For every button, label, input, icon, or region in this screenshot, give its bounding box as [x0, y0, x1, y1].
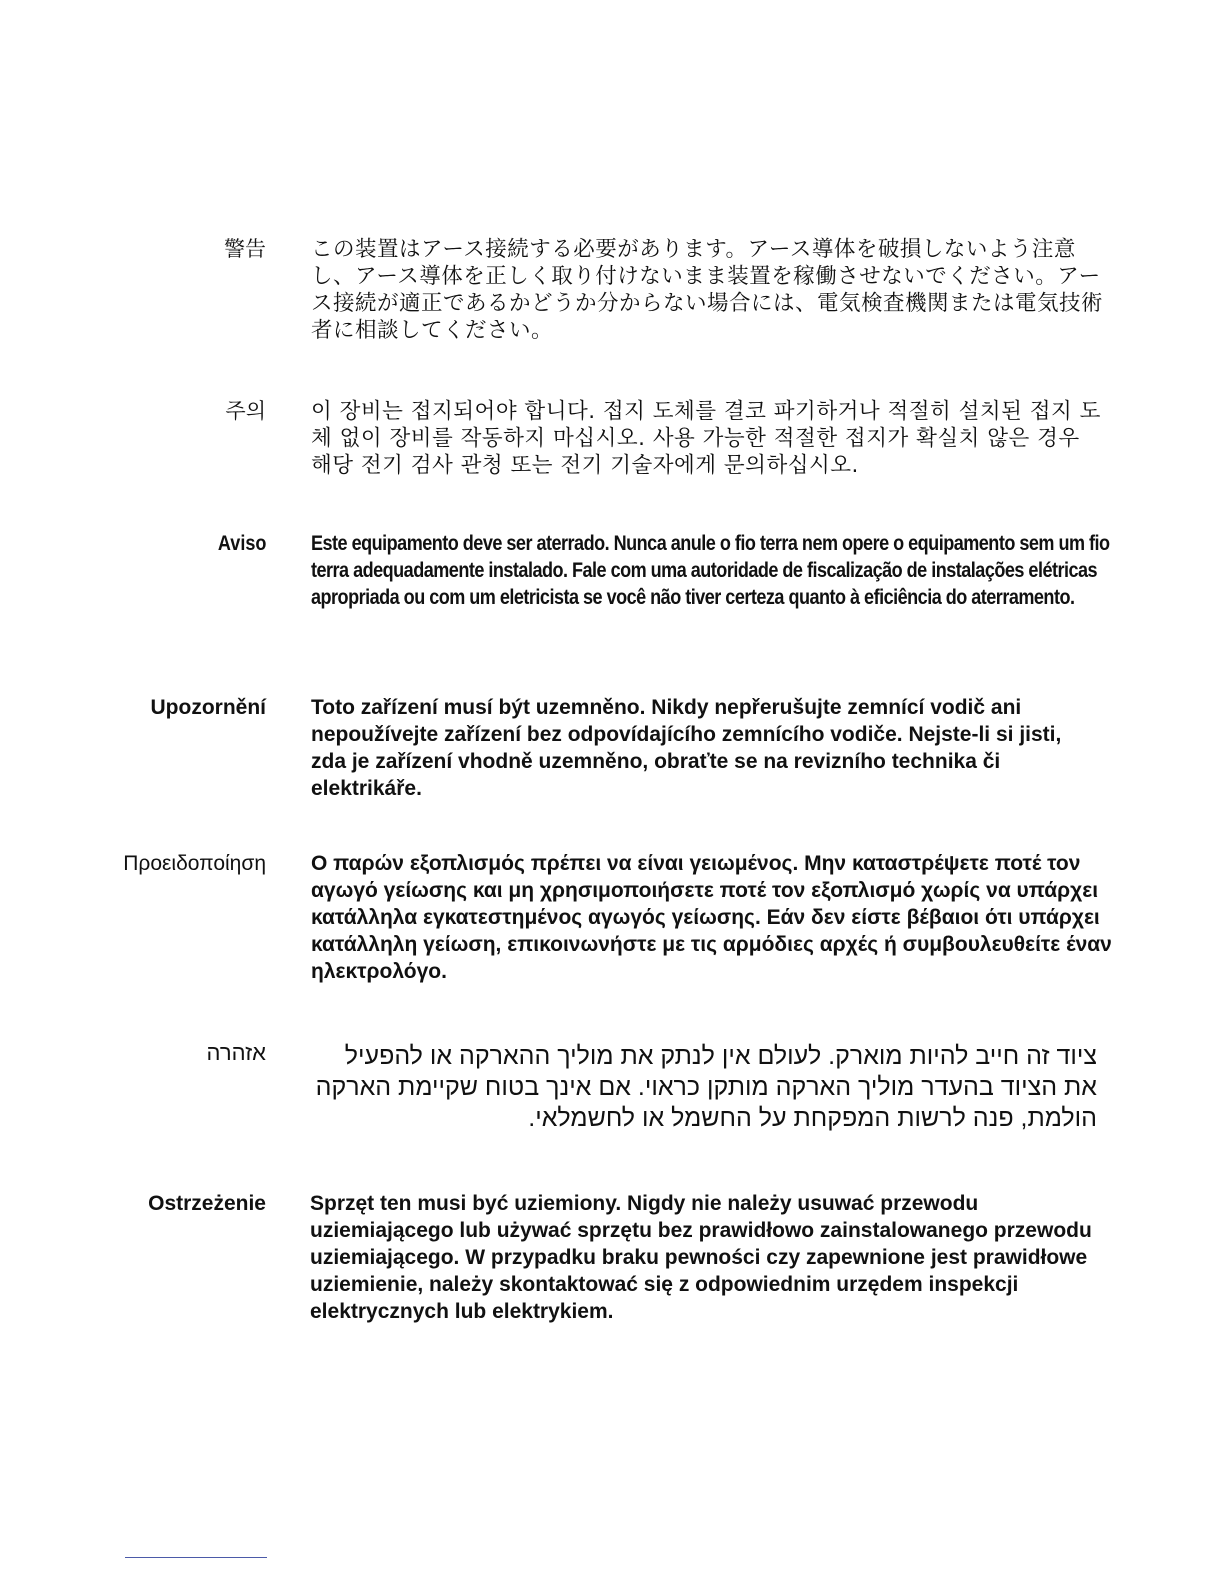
warning-text: この装置はアース接続する必要があります。アース導体を破損しないよう注意し、アース導体を正しく取り付けないまま装置を稼働させないでください。アース接続が適正であるかどうか分からない場合には、電気検査機関または電気技術者に相談してください。: [311, 237, 1104, 343]
warning-text: Este equipamento deve ser aterrado. Nunca anule o fio terra nem opere o equipamento sem um fio terra adequadamente instalado. Fale com uma autoridade de fiscalização de instalações elétricas apropriada ou com um eletricista se você não tiver certeza quanto à eficiência do aterramento.: [311, 532, 1110, 609]
warning-text: Ο παρών εξοπλισμός πρέπει να είναι γειωμένος. Μην καταστρέψετε ποτέ τον αγωγό γείωσης και μη χρησιμοποιήσετε ποτέ τον εξοπλισμό χωρίς να υπάρχει κατάλληλα εγκατεστημένος αγωγός γείωσης. Εάν δεν είστε βέβαιοι ότι υπάρχει κατάλληλη γείωση, επικοινωνήστε με τις αρμόδιες αρχές ή συμβουλευθείτε έναν ηλεκτρολόγο.: [311, 852, 1112, 983]
warning-label: 警告: [224, 238, 266, 261]
warning-label: Aviso: [217, 532, 266, 555]
warning-label: 주의: [225, 400, 266, 423]
footer-rule: [125, 1557, 267, 1558]
warning-label: Upozornění: [150, 696, 266, 719]
warning-text: 이 장비는 접지되어야 합니다. 접지 도체를 결코 파기하거나 적절히 설치된 접지 도체 없이 장비를 작동하지 마십시오. 사용 가능한 적절한 접지가 확실치 않은 경우 해당 전기 검사 관청 또는 전기 기술자에게 문의하십시오.: [311, 399, 1101, 478]
warning-label: Προειδοποίηση: [123, 852, 266, 875]
warning-label: אזהרה: [206, 1040, 266, 1065]
warning-label: Ostrzeżenie: [148, 1192, 266, 1215]
warning-text: Toto zařízení musí být uzemněno. Nikdy nepřerušujte zemnící vodič ani nepoužívejte zařízení bez odpovídajícího zemnícího vodiče. Nejste-li si jisti, zda je zařízení vhodně uzemněno, obraťte se na revizního technika či elektrikáře.: [311, 696, 1062, 800]
warning-text: Sprzęt ten musi być uziemiony. Nigdy nie należy usuwać przewodu uziemiającego lub używać sprzętu bez prawidłowo zainstalowanego przewodu uziemiającego. W przypadku braku pewności czy zapewnione jest prawidłowe uziemienie, należy skontaktować się z odpowiednim urzędem inspekcji elektrycznych lub elektrykiem.: [310, 1192, 1092, 1323]
warning-text: ציוד זה חייב להיות מוארק. לעולם אין לנתק את מוליך ההארקה או להפעיל את הציוד בהעדר מוליך הארקה מותקן כראוי. אם אינך בטוח שקיימת הארקה הולמת, פנה לרשות המפקחת על החשמל או לחשמלאי.: [315, 1042, 1097, 1132]
